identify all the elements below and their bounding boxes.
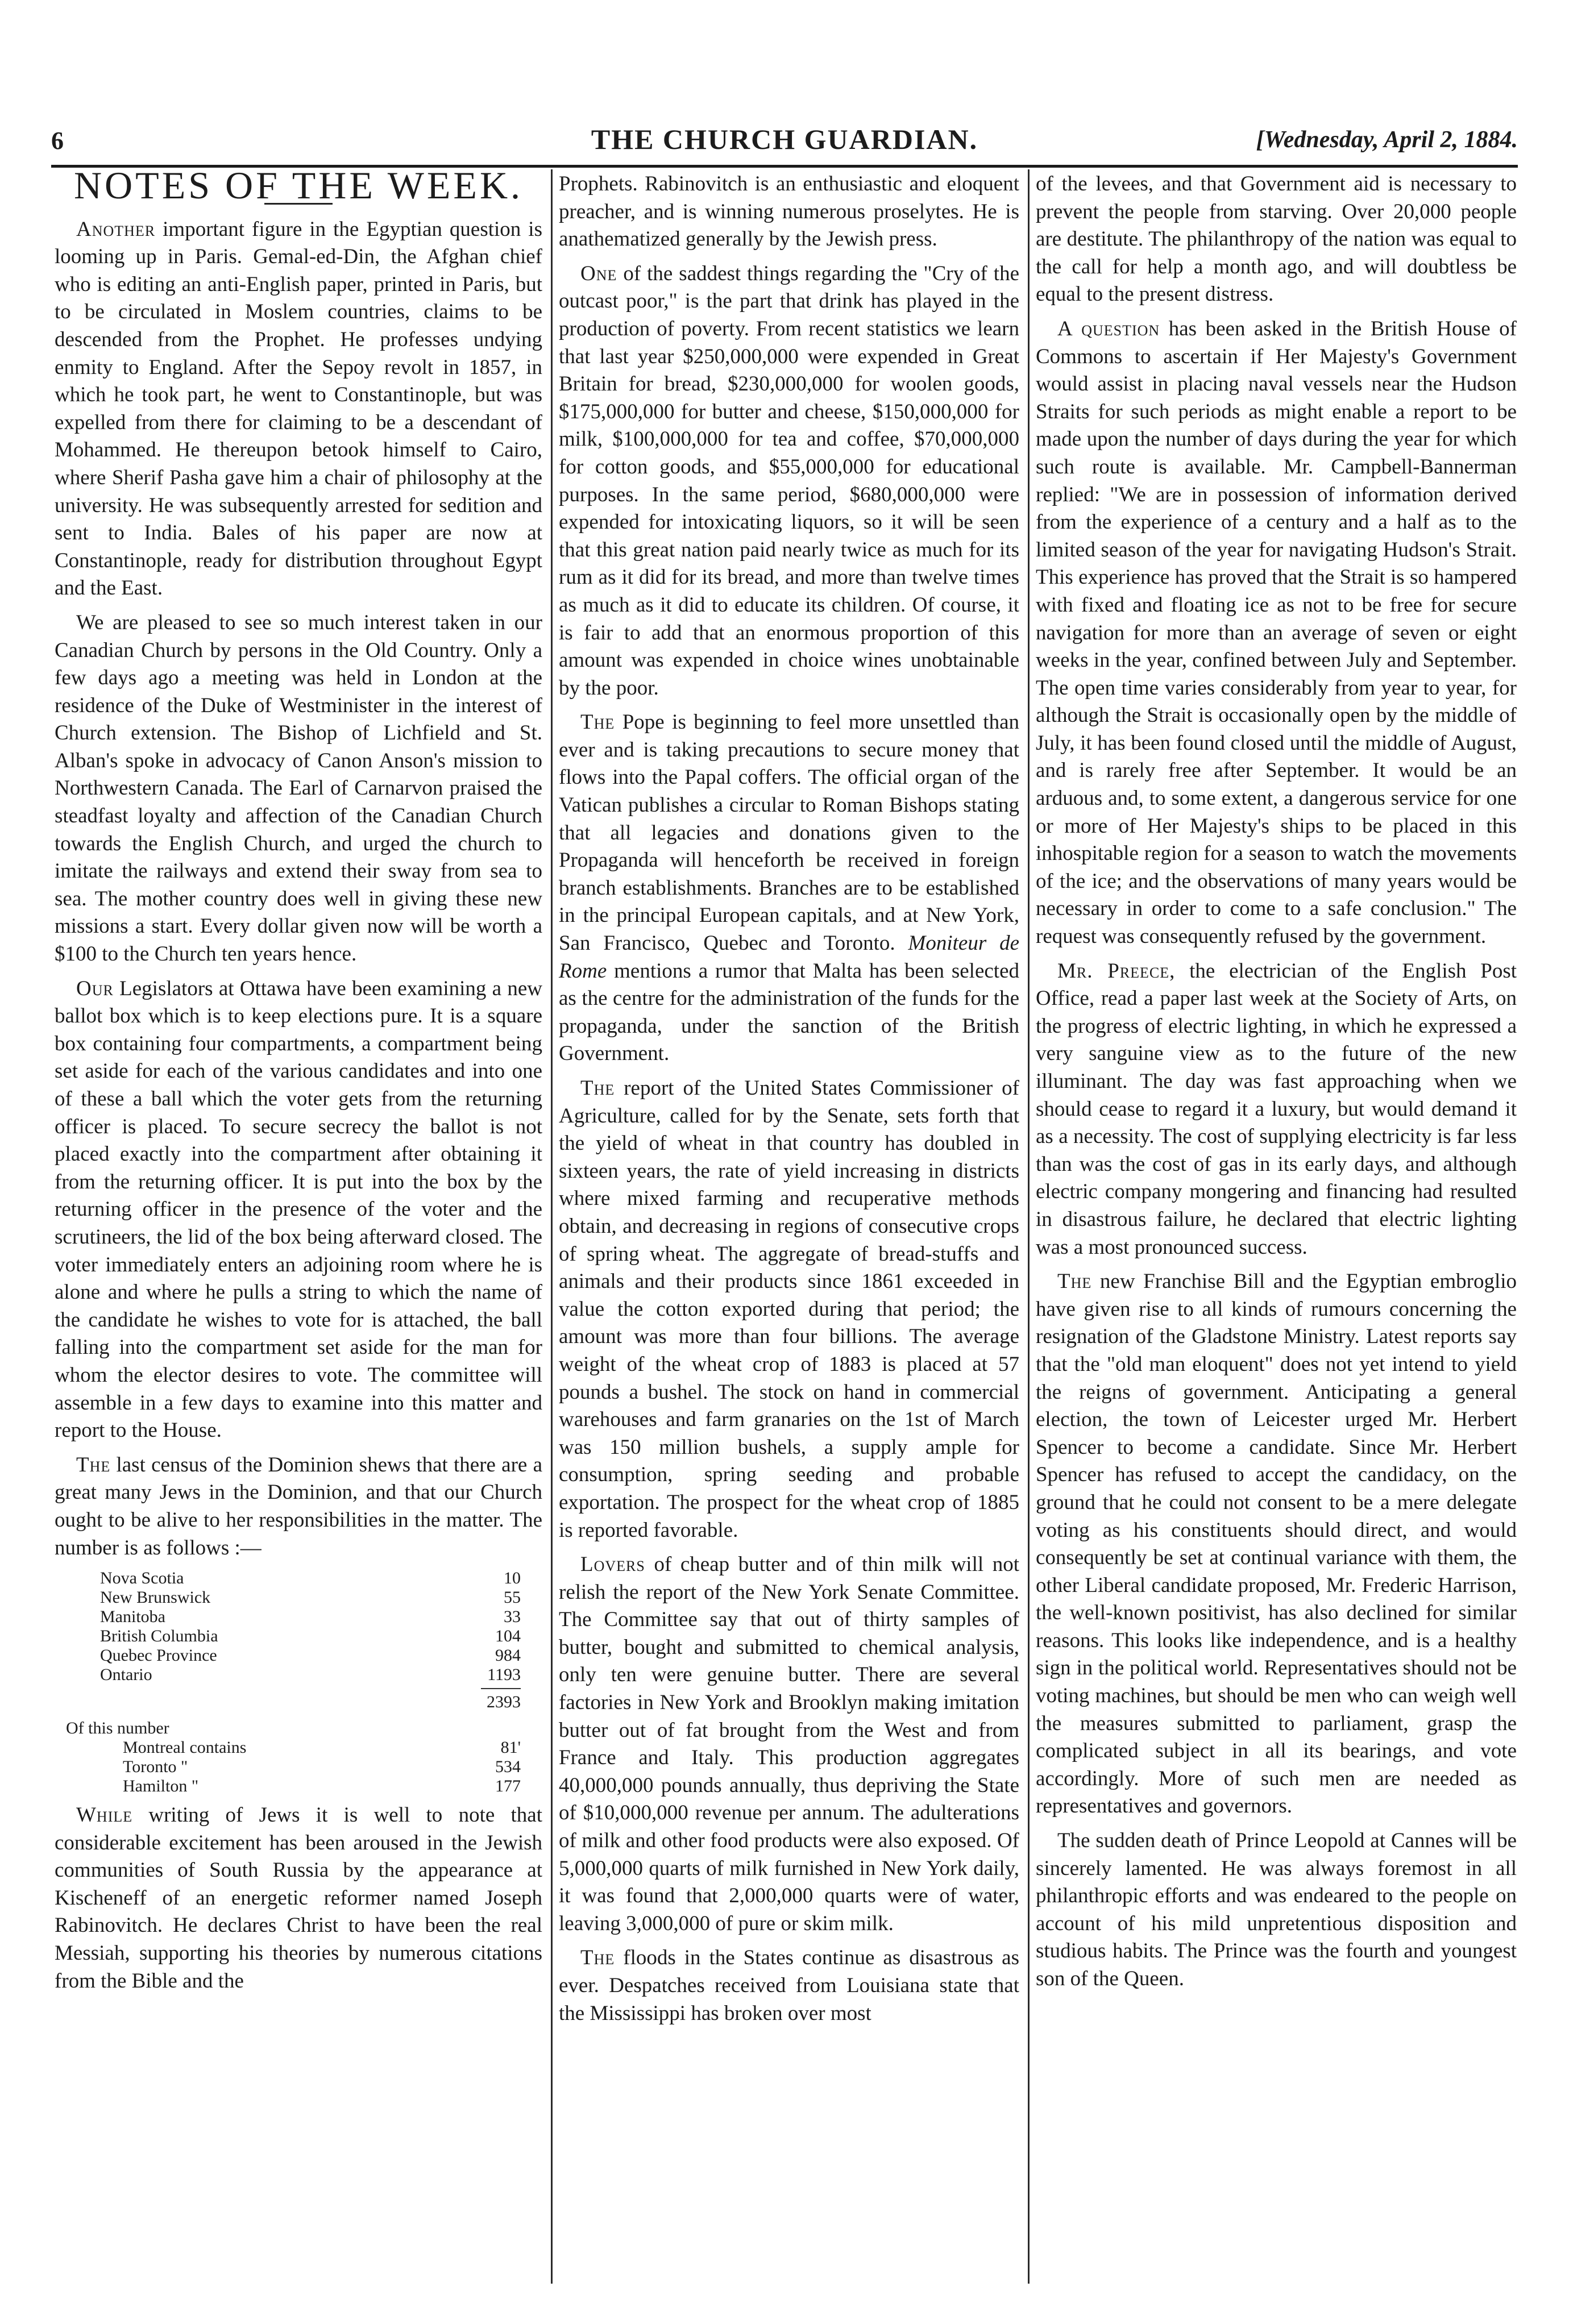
article-floods-cont: of the levees, and that Government aid is necessary to prevent the people from starving. Over 20,000 people are destitute. The philanthropy of the nation was equal to the call for help a month ago, and will doubtless be equal to the present distress. [1036,172,1517,306]
page-header [51,120,1518,165]
article-drink-poverty: One of the saddest things regarding the "Cry of the outcast poor," is the part that drink has played in the production of poverty. From recent statistics we learn that last year $250,000,000 were expended in Great Britain for bread, $230,000,000 for woolen goods, $175,000,000 for butter and cheese, $150,000,000 for milk, $100,000,000 for tea and coffee, $70,000,000 for cotton goods, and $55,000,000 for educational purposes. In the same period, $680,000,000 were expended for intoxicating liquors, so it will be seen that this great nation paid nearly twice as much for its rum as it did for its bread, and more than twelve times as much as it did to educate its children. Of course, it is fair to add that an enormous proportion of this amount was expended in choice wines unobtainable by the poor. [559,261,1019,700]
article-hudson-straits: A question has been asked in the British House of Commons to ascertain if Her Majesty's Government would assist in placing naval vessels near the Hudson Straits for such periods as might enable a report to be made upon the number of days during the year for which such route is available. Mr. Campbell-Bannerman replied: "We are in possession of information derived from the experience of a century and a half as to the limited season of the year for navigating Hudson's Strait. This experience has proved that the Strait is so hampered with fixed and floating ice as not to be free for secure navigation for more than an average of seven or eight weeks in the year, confined between July and September. The open time varies considerably from year to year, for although the Strait is occasionally open by the middle of July, it has been found closed until the middle of August, and is rarely free after September. It would be an arduous and, to some extent, a dangerous service for one or more of Her Majesty's ships to be placed in this inhospitable region for a season to watch the movements of the ice; and the observations of many years would be necessary in order to come to a safe conclusion." The request was consequently refused by the government. [1036,317,1517,949]
table-row: Manitoba 33 [100,1607,521,1627]
table-row: Ontario 1193 [100,1665,521,1685]
table-row: New Brunswick 55 [100,1588,521,1607]
column-divider [551,169,553,2284]
article-prince-leopold: The sudden death of Prince Leopold at Cannes will be sincerely lamented. He was always foremost in all philanthropic efforts and was endeared to the people on account of his mild unpretentious disposition and studious habits. The Prince was the fourth and youngest son of the Queen. [1036,1829,1517,1990]
table-row: British Columbia 104 [100,1627,521,1646]
article-butter-milk: Lovers of cheap butter and of thin milk will not relish the report of the New York Senate Committee. The Committee say that out of thirty samples of butter, bought and submitted to chemical analysis, only ten were genuine butter. There are several factories in New York and Brooklyn making imitation butter out of fat brought from the West and from France and Italy. This production aggregates 40,000,000 pounds annually, thus depriving the State of $10,000,000 revenue per annum. The adulterations of milk and other food products were also exposed. Of 5,000,000 quarts of milk furnished in New York daily, it was found that 2,000,000 quarts were of water, leaving 3,000,000 of pure or skim milk. [559,1553,1020,1935]
column-divider [1028,169,1030,2284]
article-electric-lighting: Mr. Preece, the electrician of the English Post Office, read a paper last week at the Society of Arts, on the progress of electric lighting, in which he expressed a very sanguine view as to the future of the new illuminant. The day was fast approaching when we should cease to regard it a luxury, but would demand it as a necessity. The cost of supplying electricity is far less than was the cost of gas in its early days, and although electric company mongering and financing had resulted in disastrous failure, he declared that electric lighting was a most pronounced success. [1036,959,1517,1259]
article-egyptian-question: Another important figure in the Egyptian question is looming up in Paris. Gemal-ed-Din, the Afghan chief who is editing an anti-English paper, printed in Paris, but to be circulated in Moslem countries, claims to be descended from the Prophet. He professes undying enmity to England. After the Sepoy revolt in 1857, in which he took part, he went to Constantinople, but was expelled from there for claiming to be a descendant of Mohammed. He thereupon betook himself to Cairo, where Sherif Pasha gave him a chair of philosophy at the university. He was subsequently arrested for sedition and sent to India. Bales of his paper are now at Constantinople, ready for distribution throughout Egypt and the East. [55,217,542,600]
table-sum-rule [481,1688,521,1689]
article-floods: The floods in the States continue as disastrous as ever. Despatches received from Louisiana state that the Mississippi has broken over most [559,1946,1019,2025]
column-1 [55,164,543,2002]
article-rabinovitch: While writing of Jews it is well to note that considerable excitement has been aroused in the Jewish communities of South Russia by the appearance at Kischeneff of an energetic reformer named Joseph Rabinovitch. He declares Christ to have been the real Messiah, supporting his theories by numerous citations from the Bible and the [55,1803,543,1993]
table-row: Montreal contains 81' [123,1738,521,1757]
article-canadian-church: We are pleased to see so much interest taken in our Canadian Church by persons in the Old Country. Only a few days ago a meeting was held in London at the residence of the Duke of Westminister in the interest of Church extension. The Bishop of Lichfield and St. Alban's spoke in advocacy of Canon Anson's mission to Northwestern Canada. The Earl of Carnarvon praised the steadfast loyalty and affection of the Canadian Church towards the English Church, and urged the church to imitate the railways and extend their sway from sea to sea. The mother country does well in giving these new missions a start. Every dollar given now will be worth a $100 to the Church ten years hence. [55,610,542,966]
table-row: Nova Scotia 10 [100,1569,521,1588]
issue-date: [Wednesday, April 2, 1884. [1256,127,1518,153]
article-ballot-box: Our Legislators at Ottawa have been examining a new ballot box which is to keep elections pure. It is a square box containing four compartments, a compartment being set aside for each of the various candidates and into one of these a ball which the voter gets from the returning officer is placed. To secure secrecy the ballot is not placed exactly into the compartment after obtaining it from the returning officer. It is put into the box by the returning officer in the presence of the voter and the scrutineers, the lid of the box being afterward closed. The voter immediately enters an adjoining room where he is alone and where he pulls a string to which the name of the candidate he wishes to vote for is attached, the ball falling into the compartment set aside for the man for whom the elector desires to vote. The committee will assemble in a few days to examine into this matter and report to the House. [55,976,543,1442]
section-heading: NOTES OF THE WEEK. [73,164,524,207]
column-2 [559,171,1019,2034]
newspaper-title: THE CHURCH GUARDIAN. [591,123,978,155]
table-subheading: Of this number [66,1719,169,1738]
table-row: Toronto " 534 [123,1757,521,1777]
table-row: Hamilton " 177 [123,1777,521,1796]
article-franchise-bill: The new Franchise Bill and the Egyptian embroglio have given rise to all kinds of rumours concerning the resignation of the Gladstone Ministry. Latest reports say that the "old man eloquent" does not yet intend to yield the reigns of government. Anticipating a general election, the town of Leicester urged Mr. Herbert Spencer to become a candidate. Since Mr. Herbert Spencer has refused to accept the candidacy, on the ground that he could not consent to be a mere delegate voting as his constituents should direct, and would consequently be set at continual variance with them, the other Liberal candidate proposed, Mr. Frederic Harrison, the well-known positivist, has also declined for similar reasons. This looks like independence, and is a healthy sign in the political world. Representatives should not be voting machines, but should be men who can weigh well the measures submitted to parliament, grasp the complicated subject in all its bearings, and vote accordingly. More of such men are needed as representatives and governors. [1036,1270,1517,1818]
article-wheat-report: The report of the United States Commissioner of Agriculture, called for by the Senate, sets forth that the yield of wheat in that country has doubled in sixteen years, the rate of yield increasing in districts where mixed farming and recuperative methods obtain, and decreasing in regions of consecutive crops of spring wheat. The aggregate of bread-stuffs and animals and their products since 1861 exceeded in value the cotton exported during that period; the amount was more than four billions. The average weight of the wheat crop of 1883 is placed at 57 pounds a bushel. The stock on hand in commercial warehouses and farm granaries on the 1st of March was 150 million bushels, a supply ample for consumption, spring seeding and probable exportation. The prospect for the wheat crop of 1885 is reported favorable. [559,1076,1019,1542]
table-total: 2393 [487,1693,521,1712]
census-table [66,1569,521,1796]
column-3 [1036,171,1517,2000]
article-papal-coffers: The Pope is beginning to feel more unsettled than ever and is taking precautions to secure money that flows into the Papal coffers. The official organ of the Vatican publishes a circular to Roman Bishops stating that all legacies and donations given to the Propaganda will henceforth be received in foreign branch establishments. Branches are to be established in the principal European capitals, and at New York, San Francisco, Quebec and Toronto. Moniteur de Rome mentions a rumor that Malta has been selected as the centre for the administration of the funds for the propaganda, under the sanction of the British Government. [559,710,1020,1066]
article-rabinovitch-cont: Prophets. Rabinovitch is an enthusiastic and eloquent preacher, and is winning numerous proselytes. He is anathematized generally by the Jewish press. [559,172,1019,251]
article-census-jews: The last census of the Dominion shews that there are a great many Jews in the Dominion, and that our Church ought to be alive to her responsibilities in the matter. The number is as follows :— [55,1453,542,1560]
table-row: Quebec Province 984 [100,1646,521,1665]
page-number: 6 [51,127,64,155]
